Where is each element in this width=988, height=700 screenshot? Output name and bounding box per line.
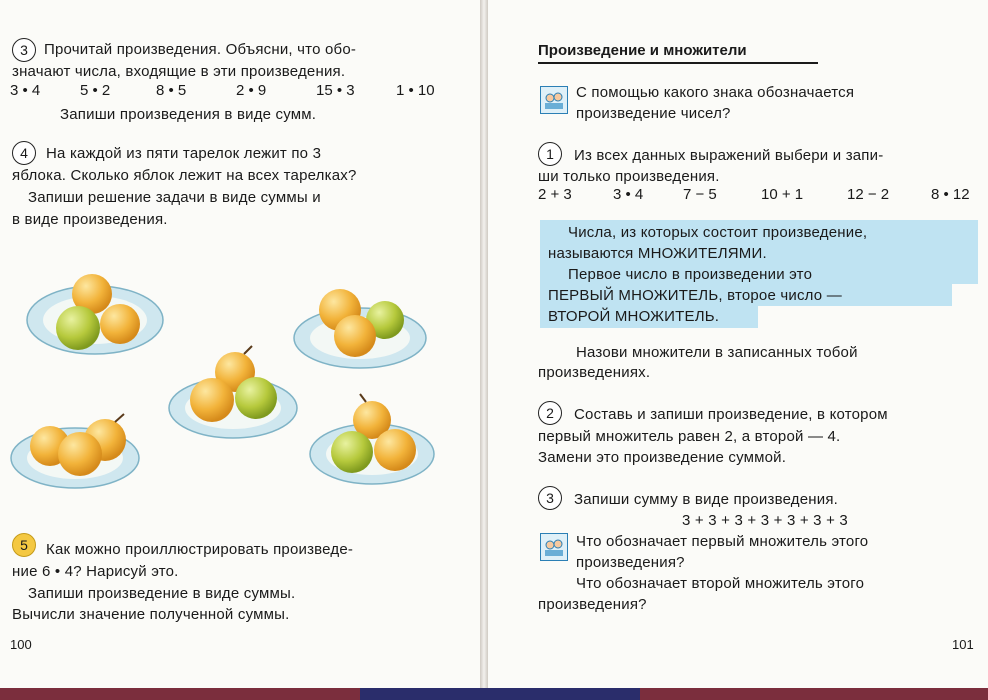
task-text: яблока. Сколько яблок лежит на всех тарелках?: [12, 167, 357, 184]
task-number-circle: 4: [12, 141, 36, 165]
question-text: произведение чисел?: [576, 105, 731, 122]
pupils-discussion-icon: [540, 86, 568, 114]
task-text: Запиши произведения в виде сумм.: [60, 106, 317, 123]
page-number: 100: [10, 637, 32, 652]
heading-underline: [538, 62, 818, 64]
expression: 2 + 3: [538, 186, 572, 203]
task-text: Запиши сумму в виде произведения.: [574, 491, 839, 508]
book-edge-band: [0, 688, 988, 700]
task-number-circle: 2: [538, 401, 562, 425]
task-text: в виде произведения.: [12, 211, 168, 228]
expression: 3 • 4: [10, 82, 41, 99]
definition-text: Первое число в произведении это: [568, 266, 813, 283]
task-text: Прочитай произведения. Объясни, что обо-: [44, 41, 357, 58]
expression: 5 • 2: [80, 82, 111, 99]
apples-on-plates-illustration: [0, 268, 470, 498]
definition-text: называются МНОЖИТЕЛЯМИ.: [548, 245, 767, 262]
plate: [294, 289, 426, 368]
book-spine: [480, 0, 488, 690]
expression-list: [10, 82, 450, 99]
plate: [169, 346, 297, 438]
right-page: [488, 0, 988, 690]
sum-expression: 3 + 3 + 3 + 3 + 3 + 3 + 3: [682, 512, 848, 529]
definition-text: Числа, из которых состоит произведение,: [568, 224, 868, 241]
plate: [27, 274, 163, 354]
page-number: 101: [952, 637, 974, 652]
task-text: ние 6 • 4? Нарисуй это.: [12, 563, 179, 580]
expression: 2 • 9: [236, 82, 267, 99]
expression: 15 • 3: [316, 82, 355, 99]
task-text: значают числа, входящие в эти произведения.: [12, 63, 346, 80]
task-text: первый множитель равен 2, а второй — 4.: [538, 428, 841, 445]
task-text: ши только произведения.: [538, 168, 720, 185]
task-text: Запиши произведение в виде суммы.: [28, 585, 296, 602]
question-text: Что обозначает первый множитель этого: [576, 533, 869, 550]
question-text: Что обозначает второй множитель этого: [576, 575, 865, 592]
expression: 12 − 2: [847, 186, 890, 203]
task-number-circle: 3: [12, 38, 36, 62]
left-page: [0, 0, 481, 690]
expression: 10 + 1: [761, 186, 804, 203]
task-text: Как можно проиллюстрировать произведе-: [46, 541, 354, 558]
task-number-circle: 3: [538, 486, 562, 510]
expression: 1 • 10: [396, 82, 435, 99]
task-text: произведениях.: [538, 364, 651, 381]
expression: 7 − 5: [683, 186, 717, 203]
plate: [310, 394, 434, 484]
page-title: Произведение и множители: [538, 42, 747, 59]
task-text: На каждой из пяти тарелок лежит по 3: [46, 145, 322, 162]
question-text: произведения?: [538, 596, 647, 613]
task-number-circle: 1: [538, 142, 562, 166]
task-text: Назови множители в записанных тобой: [576, 344, 858, 361]
question-text: С помощью какого знака обозначается: [576, 84, 855, 101]
task-text: Составь и запиши произведение, в котором: [574, 406, 888, 423]
expression-list: [538, 186, 983, 203]
task-number-circle: 5: [12, 533, 36, 557]
expression: 8 • 5: [156, 82, 187, 99]
task-text: Запиши решение задачи в виде суммы и: [28, 189, 321, 206]
plate: [11, 414, 139, 488]
task-text: Из всех данных выражений выбери и запи-: [574, 147, 884, 164]
task-text: Вычисли значение полученной суммы.: [12, 606, 290, 623]
task-text: Замени это произведение суммой.: [538, 449, 787, 466]
expression: 3 • 4: [613, 186, 644, 203]
definition-text: ПЕРВЫЙ МНОЖИТЕЛЬ, второе число —: [548, 287, 842, 304]
expression: 8 • 12: [931, 186, 970, 203]
pupils-discussion-icon: [540, 533, 568, 561]
question-text: произведения?: [576, 554, 685, 571]
definition-text: ВТОРОЙ МНОЖИТЕЛЬ.: [548, 308, 720, 325]
